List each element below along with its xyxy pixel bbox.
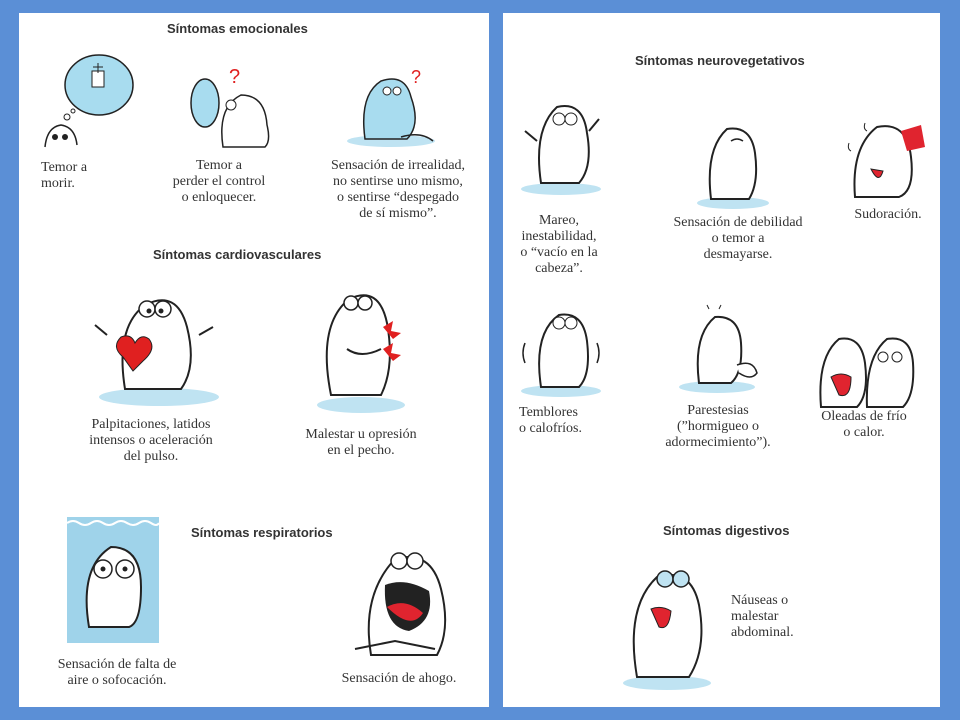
caption-malestar-pecho: Malestar u opresión en el pecho. <box>305 427 417 458</box>
shivering-figure-icon <box>519 303 605 399</box>
section-title-digestivos: Síntomas digestivos <box>663 523 790 538</box>
section-title-cardiovasculares: Síntomas cardiovasculares <box>153 247 322 262</box>
caption-parestesias: Parestesias (”hormigueo o adormecimiento”). <box>665 403 771 450</box>
figure-holding-chest-icon <box>307 279 417 419</box>
caption-debilidad: Sensación de debilidad o temor a desmayarse. <box>673 215 803 262</box>
svg-text:?: ? <box>229 66 241 88</box>
caption-palpitaciones: Palpitaciones, latidos intensos o aceleración del pulso. <box>89 417 213 464</box>
svg-text:?: ? <box>411 67 422 87</box>
caption-irrealidad: Sensación de irrealidad, no sentirse uno mismo, o sentirse “despegado de sí mismo”. <box>330 158 466 221</box>
caption-temor-morir: Temor a morir. <box>41 160 88 191</box>
dizzy-figure-icon <box>517 97 607 197</box>
caption-nauseas: Náuseas o malestar abdominal. <box>731 593 794 640</box>
choking-face-icon <box>351 535 461 665</box>
caption-temblores: Temblores o calofríos. <box>519 405 582 436</box>
caption-perder-control: Temor a perder el control o enloquecer. <box>172 158 266 205</box>
figure-with-heart-icon <box>89 279 219 409</box>
caption-falta-aire: Sensación de falta de aire o sofocación. <box>57 657 177 688</box>
nauseous-figure-icon <box>615 553 715 693</box>
left-page <box>19 13 489 707</box>
worried-face-dreaming-grave-icon <box>37 51 137 151</box>
caption-ahogo: Sensación de ahogo. <box>341 671 457 686</box>
figure-underwater-icon <box>67 517 159 647</box>
hot-cold-faces-icon <box>817 323 917 413</box>
right-page <box>503 13 940 707</box>
weak-kneeling-figure-icon <box>697 115 777 211</box>
caption-oleadas: Oleadas de frío o calor. <box>821 409 907 440</box>
face-in-mirror-icon <box>179 61 279 151</box>
section-title-emocionales: Síntomas emocionales <box>167 21 308 36</box>
tingling-figure-icon <box>673 305 763 397</box>
confused-sitting-figure-icon <box>345 61 445 151</box>
sweating-face-icon <box>845 113 929 203</box>
section-title-neurovegetativos: Síntomas neurovegetativos <box>635 53 805 68</box>
caption-mareo: Mareo, inestabilidad, o “vacío en la cabeza”. <box>520 213 598 276</box>
caption-sudoracion: Sudoración. <box>854 207 922 222</box>
section-title-respiratorios: Síntomas respiratorios <box>191 525 333 540</box>
